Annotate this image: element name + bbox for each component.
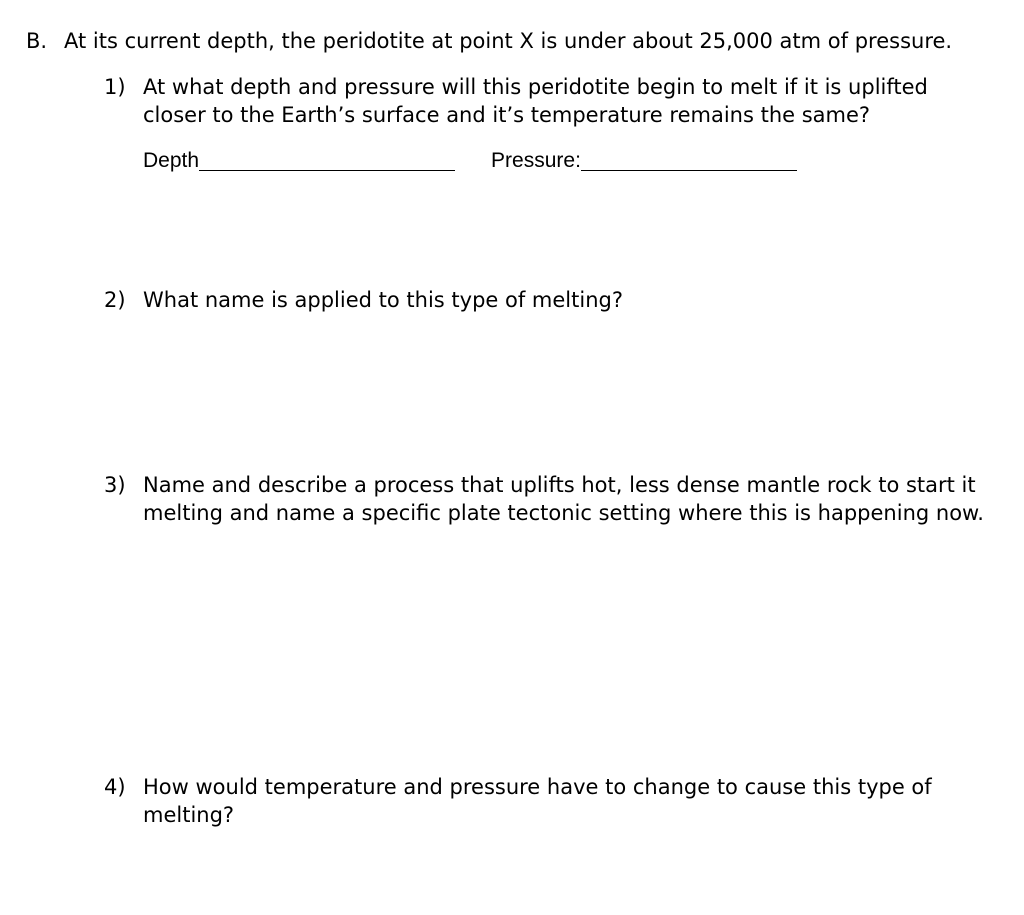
pressure-answer-blank[interactable] [581,148,797,171]
question-4-line-1: How would temperature and pressure have to change to cause this type of [143,775,932,799]
question-2-line-1: What name is applied to this type of melting? [143,288,623,312]
question-4-line-2: melting? [143,803,235,827]
question-1-line-2: closer to the Earth’s surface and it’s temperature remains the same? [143,103,871,127]
section-heading [26,27,952,55]
question-1-line-1: At what depth and pressure will this peridotite begin to melt if it is uplifted [143,75,928,99]
question-1-number: 1) [104,75,126,99]
question-2-number: 2) [104,288,126,312]
depth-answer-blank[interactable] [199,148,455,171]
question-3-line-2: melting and name a specific plate tectonic setting where this is happening now. [143,501,984,525]
question-4-number: 4) [104,775,126,799]
pressure-label: Pressure: [491,149,581,172]
answer-row [143,147,797,175]
section-text: At its current depth, the peridotite at point X is under about 25,000 atm of pressure. [64,29,953,53]
depth-label: Depth [143,149,200,172]
question-3-number: 3) [104,473,126,497]
section-label: B. [26,29,48,53]
question-3-line-1: Name and describe a process that uplifts hot, less dense mantle rock to start it [143,473,976,497]
